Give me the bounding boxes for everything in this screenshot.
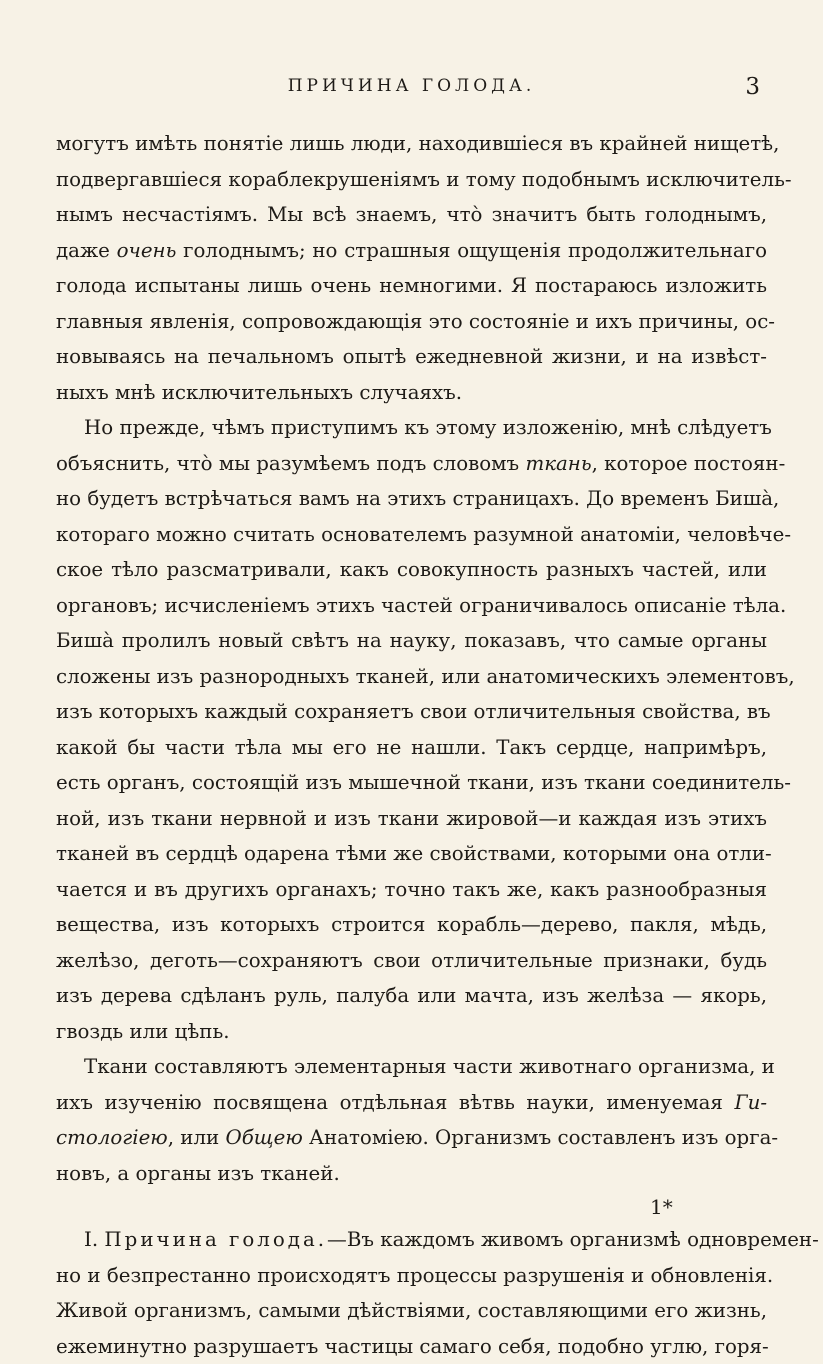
- text-line: [56, 1085, 767, 1121]
- body-text: [56, 126, 767, 1364]
- text-line: изъ которыхъ каждый сохраняетъ свои отличительныя свойства, въ: [56, 694, 767, 730]
- text-line: Живой организмъ, самыми дѣйствіями, составляющими его жизнь,: [56, 1293, 767, 1329]
- text-line: изъ дерева сдѣланъ руль, палуба или мачта, изъ желѣза — якорь,: [56, 978, 767, 1014]
- text-line: ной, изъ ткани нервной и изъ ткани жировой—и каждая изъ этихъ: [56, 801, 767, 837]
- text-line: вещества, изъ которыхъ строится корабль—дерево, пакля, мѣдь,: [56, 907, 767, 943]
- text-line: но и безпрестанно происходятъ процессы разрушенія и обновленія.: [56, 1258, 767, 1294]
- text-line: Биша̀ пролилъ новый свѣтъ на науку, показавъ, что самые органы: [56, 623, 767, 659]
- text-line: какой бы части тѣла мы его не нашли. Такъ сердце, напримѣръ,: [56, 730, 767, 766]
- text-line: главныя явленія, сопровождающія это состояніе и ихъ причины, ос-: [56, 304, 767, 340]
- section-title: Причина голода.: [104, 1228, 327, 1251]
- text-line: ныхъ мнѣ исключительныхъ случаяхъ.: [56, 375, 767, 411]
- text-line: котораго можно считать основателемъ разумной анатоміи, человѣче-: [56, 517, 767, 553]
- text-line: есть органъ, состоящій изъ мышечной ткани, изъ ткани соединитель-: [56, 765, 767, 801]
- signature-mark: 1*: [650, 1195, 673, 1219]
- text-line: гвоздь или цѣпь.: [56, 1014, 767, 1050]
- text-span: —Въ каждомъ живомъ организмѣ одновремен-: [327, 1228, 819, 1251]
- running-head: [0, 74, 823, 104]
- text-line: могутъ имѣть понятіе лишь люди, находившіеся въ крайней нищетѣ,: [56, 126, 767, 162]
- text-span: даже: [56, 239, 110, 262]
- page-number: 3: [745, 74, 760, 100]
- italic-term: Ги-: [734, 1091, 767, 1114]
- text-line: сложены изъ разнородныхъ тканей, или анатомическихъ элементовъ,: [56, 659, 767, 695]
- text-line: новъ, а органы изъ тканей.: [56, 1156, 767, 1192]
- text-line: ежеминутно разрушаетъ частицы самаго себя, подобно углю, горя-: [56, 1329, 767, 1364]
- italic-term: очень: [117, 239, 177, 262]
- text-line: голода испытаны лишь очень немногими. Я постараюсь изложить: [56, 268, 767, 304]
- text-span: объяснить, что̀ мы разумѣемъ подъ словомъ: [56, 452, 519, 475]
- running-title: ПРИЧИНА ГОЛОДА.: [0, 76, 823, 96]
- section-number: I.: [84, 1228, 98, 1251]
- text-line: тканей въ сердцѣ одарена тѣми же свойствами, которыми она отли-: [56, 836, 767, 872]
- text-span: голоднымъ; но страшныя ощущенія продолжительнаго: [183, 239, 767, 262]
- text-line: желѣзо, деготь—сохраняютъ свои отличительные признаки, будь: [56, 943, 767, 979]
- text-line: нымъ несчастіямъ. Мы всѣ знаемъ, что̀ значитъ быть голоднымъ,: [56, 197, 767, 233]
- text-line: [56, 446, 767, 482]
- text-line: Ткани составляютъ элементарныя части животнаго организма, и: [56, 1049, 767, 1085]
- text-line: органовъ; исчисленіемъ этихъ частей ограничивалось описаніе тѣла.: [56, 588, 767, 624]
- text-line: но будетъ встрѣчаться вамъ на этихъ страницахъ. До временъ Биша̀,: [56, 481, 767, 517]
- text-line: новываясь на печальномъ опытѣ ежедневной жизни, и на извѣст-: [56, 339, 767, 375]
- section-heading-line: [56, 1222, 767, 1258]
- text-line: чается и въ другихъ органахъ; точно такъ же, какъ разнообразныя: [56, 872, 767, 908]
- text-span: , или: [168, 1126, 220, 1149]
- italic-term: Общею: [226, 1126, 303, 1149]
- text-line: ское тѣло разсматривали, какъ совокупность разныхъ частей, или: [56, 552, 767, 588]
- text-span: Анатоміею. Организмъ составленъ изъ орга-: [309, 1126, 778, 1149]
- text-span: ихъ изученію посвящена отдѣльная вѣтвь науки, именуемая: [56, 1091, 723, 1114]
- text-line: подвергавшіеся кораблекрушеніямъ и тому подобнымъ исключитель-: [56, 162, 767, 198]
- text-line: [56, 233, 767, 269]
- italic-term: стологіею: [56, 1126, 168, 1149]
- text-line: Но прежде, чѣмъ приступимъ къ этому изложенію, мнѣ слѣдуетъ: [56, 410, 767, 446]
- text-line: [56, 1120, 767, 1156]
- italic-term: ткань: [525, 452, 591, 475]
- text-span: , которое постоян-: [592, 452, 786, 475]
